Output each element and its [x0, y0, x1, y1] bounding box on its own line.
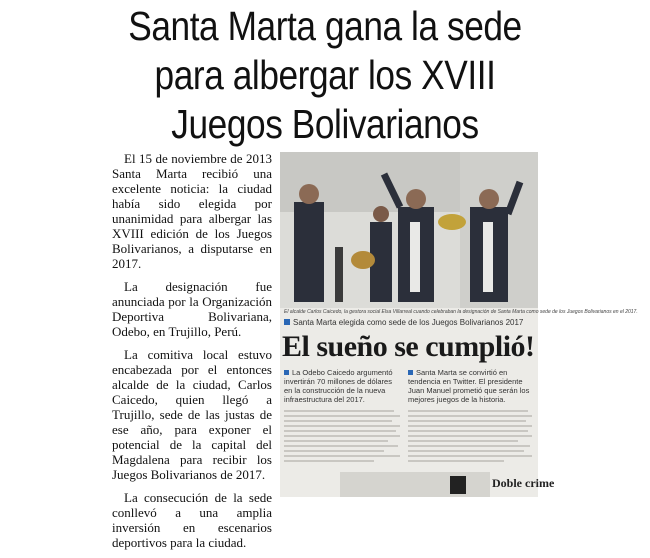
paragraph-4: La consecución de la sede conllevó a una amplia inversión en escenarios deportivos para la ciudad. — [112, 490, 272, 550]
celebration-photo — [280, 152, 538, 308]
article-body — [112, 151, 272, 558]
headline-line-1: Santa Marta gana la sede — [128, 3, 522, 49]
bullet-icon — [284, 370, 289, 375]
paragraph-2: La designación fue anunciada por la Organización Deportiva Bolivariana, Odebo, en Trujillo, Perú. — [112, 279, 272, 339]
paragraph-3: La comitiva local estuvo encabezada por el entonces alcalde de la ciudad, Carlos Caicedo, quien llegó a Trujillo, sede de las justas de ese año, para exponer el potencial de la capital del Magdalena para recibir los Juegos Bolivarianos de 2017. — [112, 347, 272, 482]
clipping-kicker — [284, 318, 523, 327]
headline — [46, 2, 605, 149]
clipping-right-lede — [408, 368, 534, 404]
bottom-photo-strip — [340, 472, 490, 497]
corner-headline: Doble crime — [492, 476, 555, 490]
paragraph-1: El 15 de noviembre de 2013 Santa Marta recibió una excelente noticia: la ciudad había sido elegida por unanimidad para albergar las XVIII edición de los Juegos Bolivarianos, a disputarse en 2017. — [112, 151, 272, 271]
bullet-icon — [408, 370, 413, 375]
newspaper-clipping — [280, 152, 638, 497]
small-print-right — [408, 410, 534, 465]
kicker-text: Santa Marta elegida como sede de los Juegos Bolivarianos 2017 — [293, 318, 524, 327]
right-lede-text: Santa Marta se convirtió en tendencia en Twitter. El presidente Juan Manuel prometió que serán los mejores juegos de la historia. — [408, 368, 530, 404]
kicker-marker — [284, 319, 290, 325]
left-lede-text: La Odebo Caicedo argumentó invertirán 70 millones de dólares en la construcción de la nueva infraestructura del 2017. — [284, 368, 393, 404]
clipping-title: El sueño se cumplió! — [282, 330, 535, 363]
clipping-left-lede — [284, 368, 402, 404]
headline-line-3: Juegos Bolivarianos — [171, 101, 479, 147]
headline-line-2: para albergar los XVIII — [154, 52, 496, 98]
photo-caption: El alcalde Carlos Caicedo, la gestora social Elsa Villarreal cuando celebraban la designación de Santa Marta como sede de los Juegos Bolivarianos en el 2017. — [284, 309, 638, 315]
small-print-left — [284, 410, 402, 465]
